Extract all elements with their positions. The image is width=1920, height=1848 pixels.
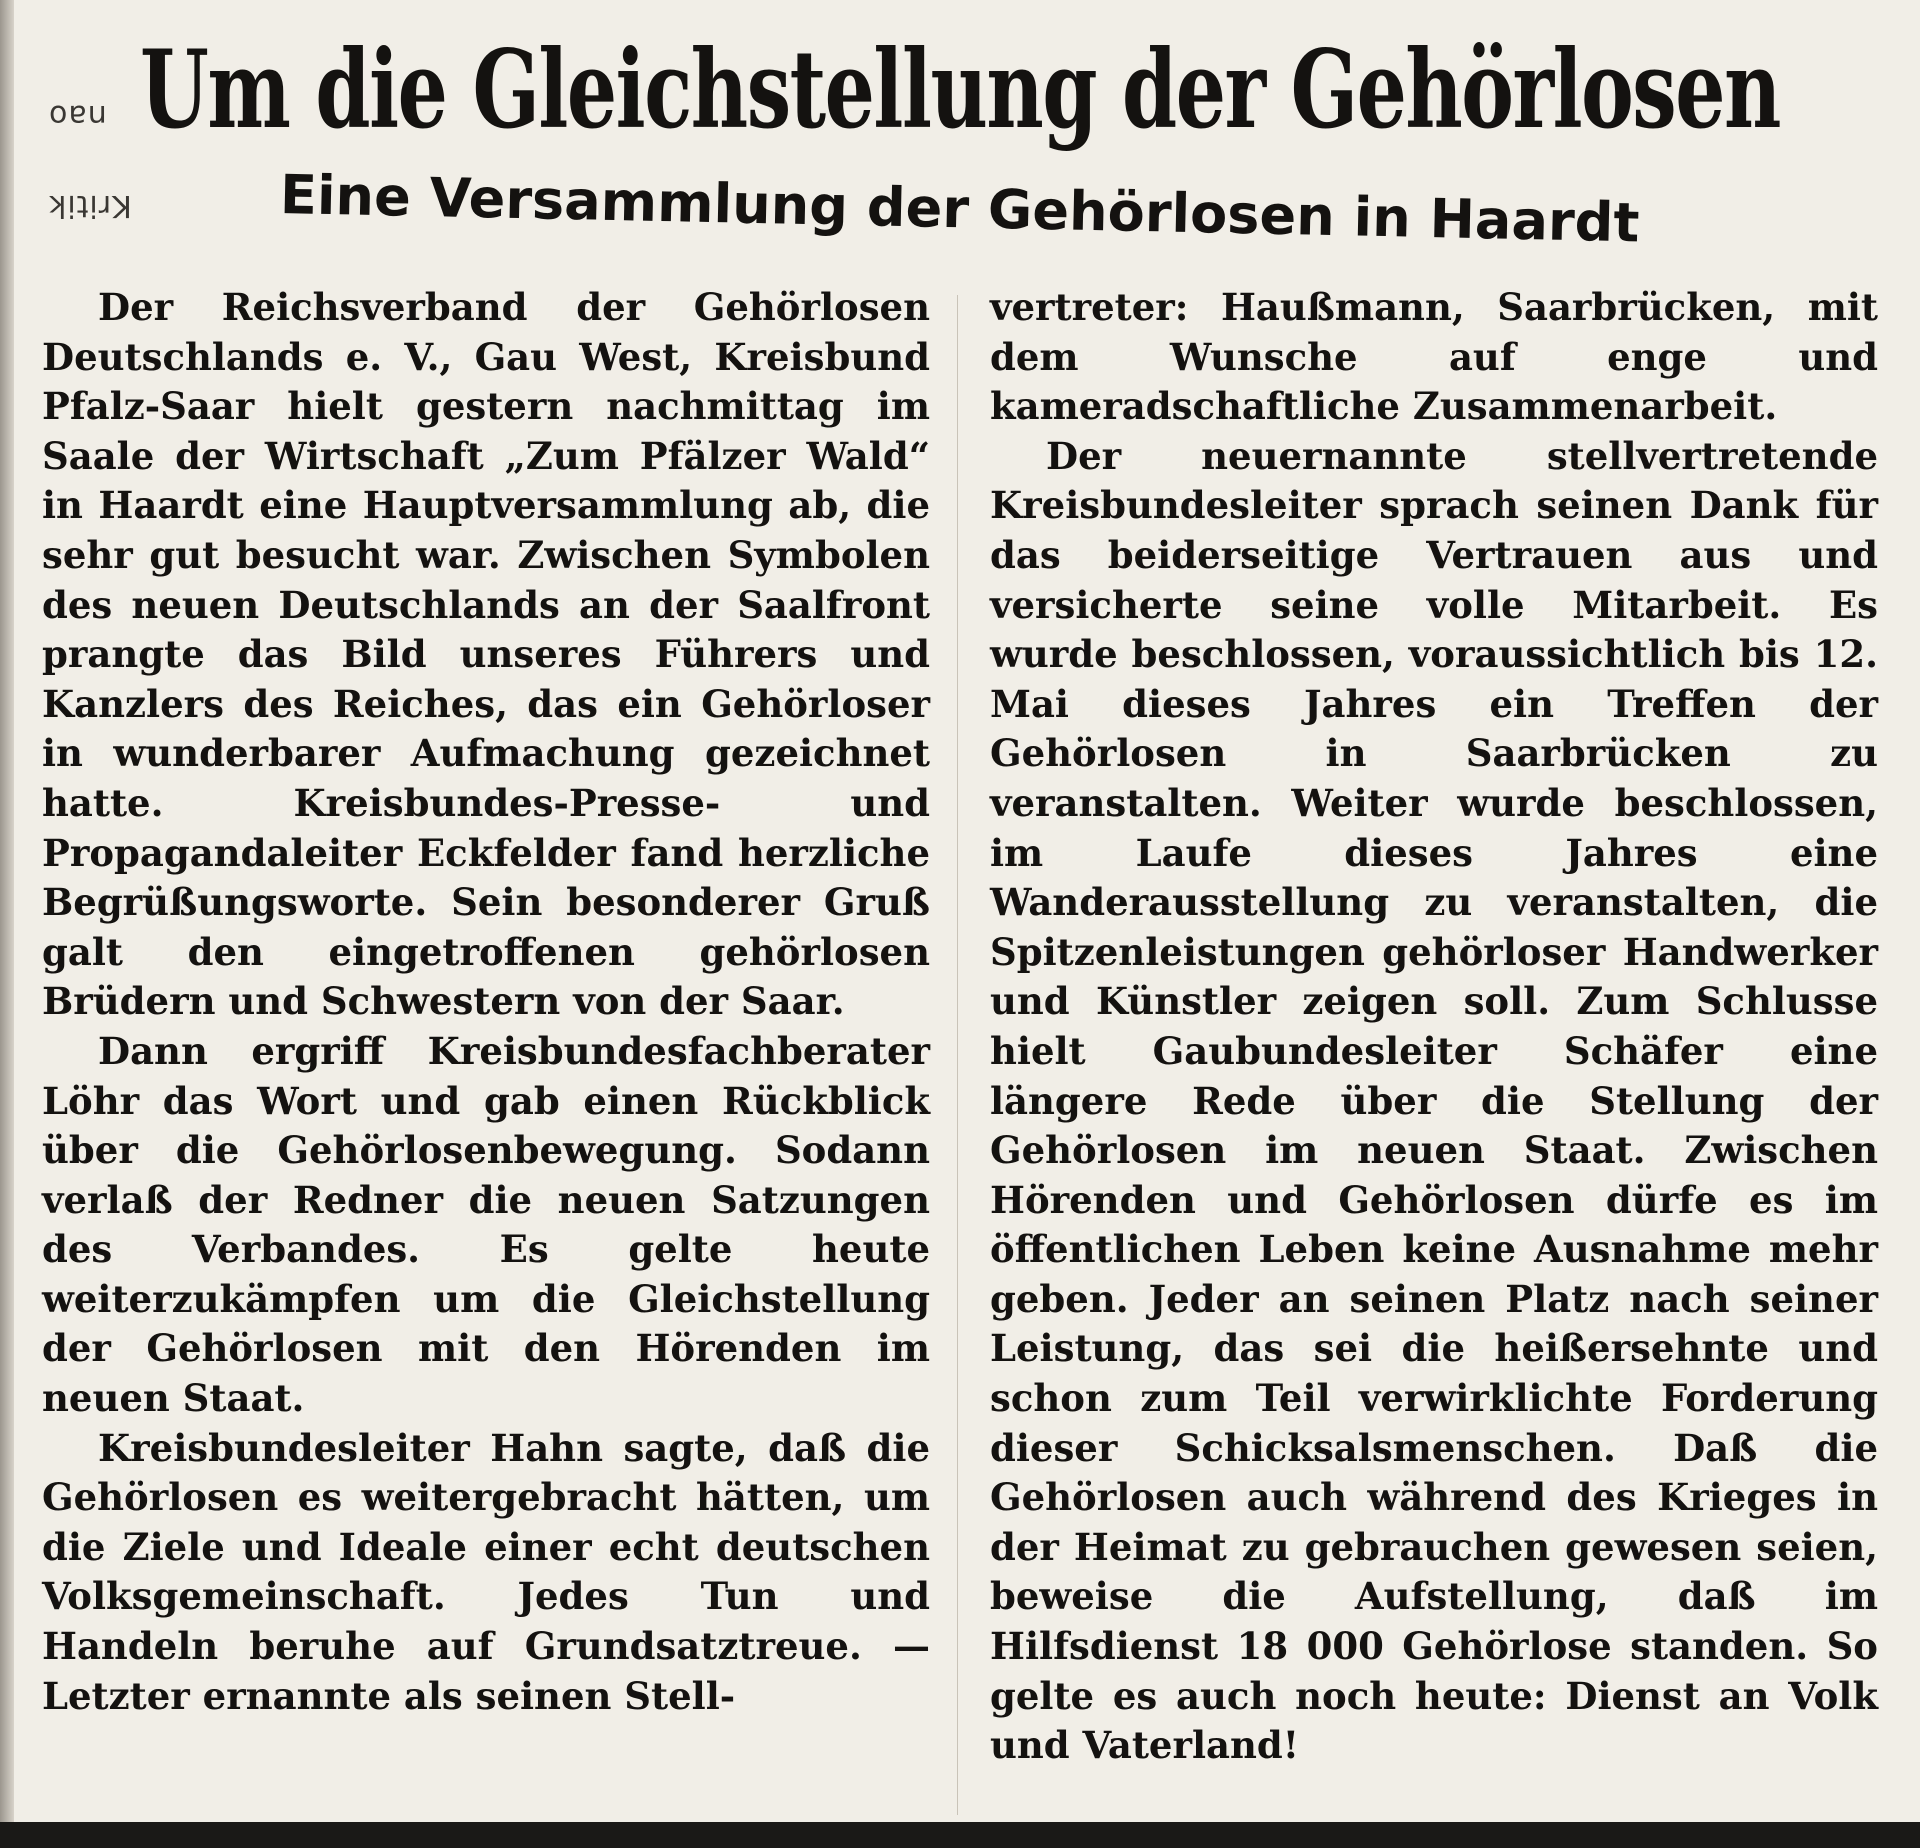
margin-mark-bottom: Kritik xyxy=(48,188,132,223)
article-paragraph: vertreter: Haußmann, Saarbrücken, mit dem Wunsche auf enge und kameradschaftliche Zusammenarbeit. xyxy=(990,285,1878,429)
article-paragraph: Dann ergriff Kreisbundesfachberater Löhr das Wort und gab einen Rückblick über die Gehörlosenbewegung. Sodann verlaß der Redner die neuen Satzungen des Verbandes. Es gelte heute weiterzukämpfen um die Gleichstellung der Gehörlosen mit den Hörenden im neuen Staat. xyxy=(42,1028,930,1421)
article-paragraph: Der Reichsverband der Gehörlosen Deutschlands e. V., Gau West, Kreisbund Pfalz-Saar hielt gestern nachmittag im Saale der Wirtschaft „Zum Pfälzer Wald“ in Haardt eine Hauptversammlung ab, die sehr gut besucht war. Zwischen Symbolen des neuen Deutschlands an der Saalfront prangte das Bild unseres Führers und Kanzlers des Reiches, das ein Gehörloser in wunderbarer Aufmachung gezeichnet hatte. Kreisbundes-Presse- und Propagandaleiter Eckfelder fand herzliche Begrüßungsworte. Sein besonderer Gruß galt den eingetroffenen gehörlosen Brüdern und Schwestern von der Saar. xyxy=(42,285,930,1024)
column-divider xyxy=(957,295,958,1815)
article-column-right xyxy=(990,283,1878,1771)
margin-mark-top: nao xyxy=(48,98,107,133)
subheadline: Eine Versammlung der Gehörlosen in Haardt xyxy=(279,163,1641,255)
page-edge-shadow xyxy=(0,0,14,1848)
headline: Um die Gleichstellung der Gehörlosen xyxy=(140,27,1780,153)
article-paragraph: Der neuernannte stellvertretende Kreisbundesleiter sprach seinen Dank für das beiderseitige Vertrauen aus und versicherte seine volle Mitarbeit. Es wurde beschlossen, voraussichtlich bis 12. Mai dieses Jahres ein Treffen der Gehörlosen in Saarbrücken zu veranstalten. Weiter wurde beschlossen, im Laufe dieses Jahres eine Wanderausstellung zu veranstalten, die Spitzenleistungen gehörloser Handwerker und Künstler zeigen soll. Zum Schlusse hielt Gaubundesleiter Schäfer eine längere Rede über die Stellung der Gehörlosen im neuen Staat. Zwischen Hörenden und Gehörlosen dürfe es im öffentlichen Leben keine Ausnahme mehr geben. Jeder an seinen Platz nach seiner Leistung, das sei die heißersehnte und schon zum Teil verwirklichte Forderung dieser Schicksalsmenschen. Daß die Gehörlosen auch während des Krieges in der Heimat zu gebrauchen gewesen seien, beweise die Aufstellung, daß im Hilfsdienst 18 000 Gehörlose standen. So gelte es auch noch heute: Dienst an Volk und Vaterland! xyxy=(990,433,1878,1768)
article-paragraph: Kreisbundesleiter Hahn sagte, daß die Gehörlosen es weitergebracht hätten, um die Ziele und Ideale einer echt deutschen Volksgemeinschaft. Jedes Tun und Handeln beruhe auf Grundsatztreue. — Letzter ernannte als seinen Stell- xyxy=(42,1425,930,1718)
article-column-left xyxy=(42,283,930,1721)
bottom-edge-shadow xyxy=(0,1822,1920,1848)
